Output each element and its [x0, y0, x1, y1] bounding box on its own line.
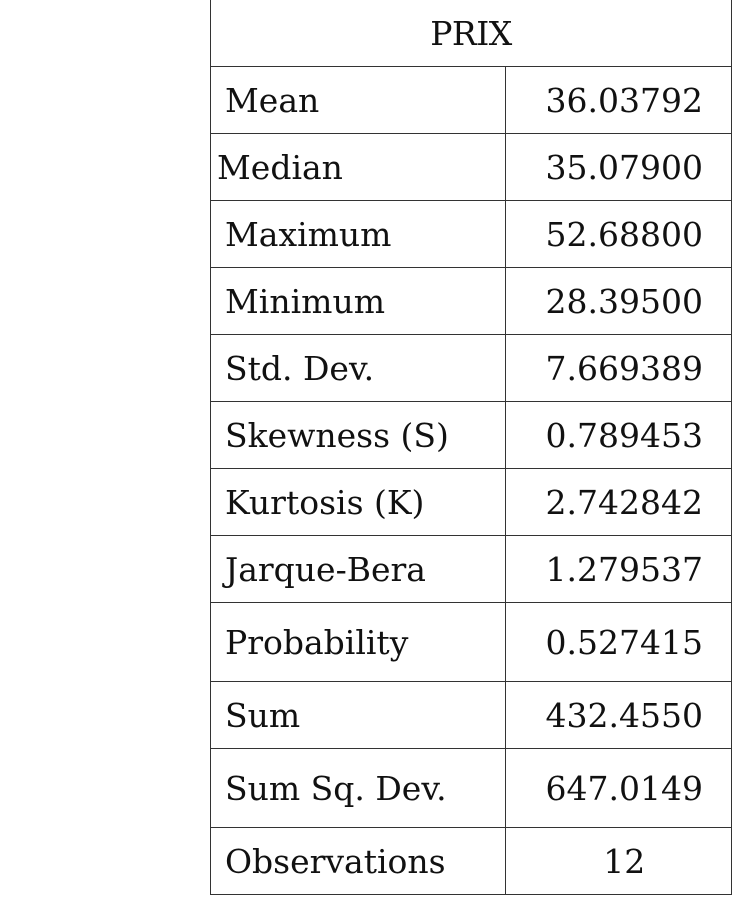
table-row-sum-sq-dev: [211, 749, 732, 828]
row-value: 2.742842: [505, 469, 731, 536]
table-row-median: [211, 134, 732, 201]
row-label: Kurtosis (K): [211, 469, 506, 536]
table-row-minimum: [211, 268, 732, 335]
row-label: Skewness (S): [211, 402, 506, 469]
row-label: Jarque-Bera: [211, 536, 506, 603]
table-row-sum: [211, 682, 732, 749]
row-value: 35.07900: [505, 134, 731, 201]
row-value: 7.669389: [505, 335, 731, 402]
row-label: Mean: [211, 67, 506, 134]
table-row-observations: [211, 828, 732, 895]
row-label: Std. Dev.: [211, 335, 506, 402]
row-value: 432.4550: [505, 682, 731, 749]
table-row-jarque-bera: [211, 536, 732, 603]
row-label: Sum Sq. Dev.: [211, 749, 506, 828]
row-value: 647.0149: [505, 749, 731, 828]
table-row-maximum: [211, 201, 732, 268]
row-label: Probability: [211, 603, 506, 682]
table-header-row: [211, 0, 732, 67]
row-value: 52.68800: [505, 201, 731, 268]
table-row-kurtosis: [211, 469, 732, 536]
table-row-mean: [211, 67, 732, 134]
descriptive-statistics-table: [210, 0, 732, 895]
row-label: Sum: [211, 682, 506, 749]
row-value: 0.527415: [505, 603, 731, 682]
row-label: Minimum: [211, 268, 506, 335]
row-label: Median: [211, 134, 506, 201]
row-value: 28.39500: [505, 268, 731, 335]
table-row-std-dev: [211, 335, 732, 402]
row-value: 36.03792: [505, 67, 731, 134]
row-value: 0.789453: [505, 402, 731, 469]
table-row-probability: [211, 603, 732, 682]
row-label: Maximum: [211, 201, 506, 268]
table-header: PRIX: [211, 0, 732, 67]
table-row-skewness: [211, 402, 732, 469]
row-value: 1.279537: [505, 536, 731, 603]
row-label: Observations: [211, 828, 506, 895]
row-value: 12: [505, 828, 731, 895]
